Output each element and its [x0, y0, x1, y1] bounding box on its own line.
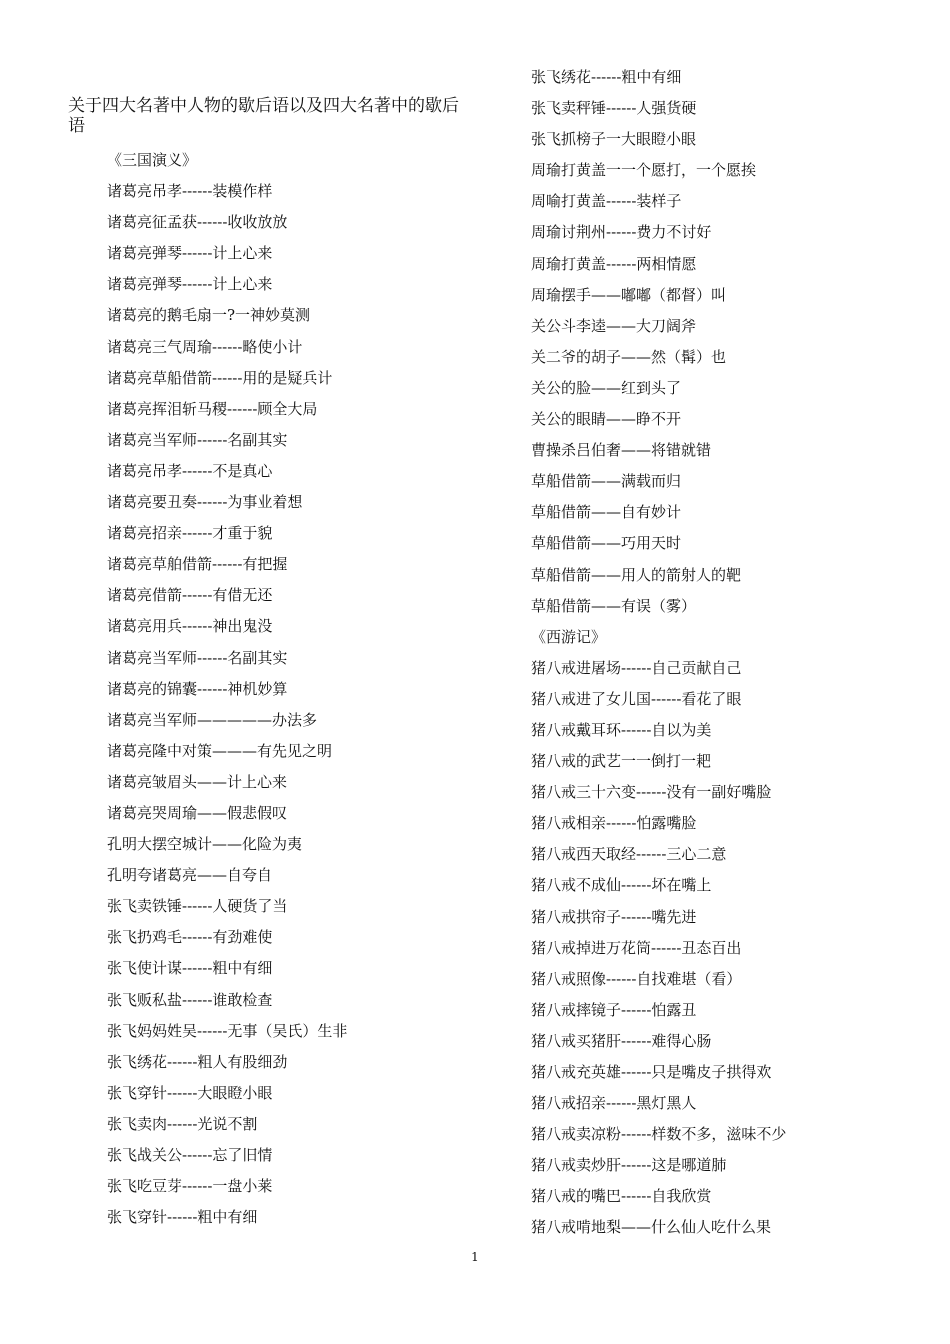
proverb-line: 诸葛亮三气周瑜------略使小计	[107, 337, 303, 356]
proverb-line: 猪八戒拱帘子------嘴先进	[531, 907, 697, 926]
section-heading: 《三国演义》	[107, 151, 198, 169]
proverb-line: 诸葛亮吊孝------装模作样	[107, 182, 273, 201]
proverb-line: 孔明夸诸葛亮——自夸自	[107, 866, 273, 885]
proverb-line: 诸葛亮草船借箭------用的是疑兵计	[107, 368, 333, 387]
proverb-line: 草船借箭——巧用天时	[531, 534, 682, 553]
proverb-line: 猪八戒进屠场------自己贡献自己	[531, 658, 742, 677]
proverb-line: 诸葛亮要丑奏------为事业着想	[107, 493, 303, 512]
proverb-line: 猪八戒卖凉粉------样数不多，滋味不少	[531, 1125, 787, 1144]
proverb-line: 张飞卖肉------光说不割	[107, 1114, 258, 1133]
proverb-line: 张飞扔鸡毛------有劲难使	[107, 928, 273, 947]
proverb-line: 张飞妈妈姓吴------无事（吴氏）生非	[107, 1021, 348, 1040]
proverb-line: 猪八戒招亲------黑灯黑人	[531, 1094, 697, 1113]
proverb-line: 猪八戒不成仙------坏在嘴上	[531, 876, 712, 895]
proverb-line: 诸葛亮当军师------名副其实	[107, 648, 288, 667]
proverb-line: 张飞使计谋------粗中有细	[107, 959, 273, 978]
proverb-line: 张飞穿针------大眼瞪小眼	[107, 1083, 273, 1102]
left-column	[107, 150, 507, 1238]
proverb-line: 诸葛亮征孟获------收收放放	[107, 213, 288, 232]
proverb-line: 诸葛亮的锦囊------神机妙算	[107, 679, 288, 698]
proverb-line: 猪八戒卖炒肝------这是哪道肺	[531, 1156, 727, 1175]
proverb-line: 周喻打黄盖------装样子	[531, 192, 682, 211]
proverb-line: 孔明大摆空城计——化险为夷	[107, 835, 303, 854]
proverb-line: 张飞战关公------忘了旧情	[107, 1146, 273, 1164]
proverb-line: 周瑜讨荆州------费力不讨好	[531, 223, 712, 242]
proverb-line: 诸葛亮皱眉头——计上心来	[107, 772, 288, 791]
proverb-line: 猪八戒摔镜子------怕露丑	[531, 1000, 697, 1019]
proverb-line: 猪八戒西天取经------三心二意	[531, 845, 727, 864]
proverb-line: 关公斗李逵——大刀阔斧	[531, 316, 697, 335]
proverb-line: 张飞吃豆芽------一盘小莱	[107, 1177, 273, 1196]
proverb-line: 草船借箭——满载而归	[531, 472, 682, 491]
proverb-line: 诸葛亮用兵------神出鬼没	[107, 617, 273, 636]
proverb-line: 诸葛亮哭周瑜——假悲假叹	[107, 803, 288, 822]
proverb-line: 猪八戒的武艺一一倒打一耙	[531, 752, 712, 771]
proverb-line: 诸葛亮当军师------名副其实	[107, 430, 288, 449]
proverb-line: 张飞贩私盐------谁敢检查	[107, 990, 273, 1009]
proverb-line: 诸葛亮隆中对策———有先见之明	[107, 741, 333, 760]
document-title: 关于四大名著中人物的歇后语以及四大名著中的歇后语	[68, 96, 459, 136]
proverb-line: 诸葛亮借箭------有借无还	[107, 586, 273, 605]
proverb-line: 关公的眼睛——睁不开	[531, 410, 682, 429]
proverb-line: 猪八戒充英雄------只是嘴皮子拱得欢	[531, 1063, 772, 1081]
proverb-line: 诸葛亮当军师—————办法多	[107, 710, 318, 729]
proverb-line: 张飞抓榜子一大眼瞪小眼	[531, 130, 697, 149]
proverb-line: 周瑜打黄盖------两相情愿	[531, 254, 697, 273]
proverb-line: 草船借箭——自有妙计	[531, 503, 682, 522]
proverb-line: 张飞绣花------粗人有股细劲	[107, 1052, 288, 1071]
proverb-line: 张飞穿针------粗中有细	[107, 1208, 258, 1227]
proverb-line: 诸葛亮吊孝------不是真心	[107, 461, 273, 480]
proverb-line: 猪八戒相亲------怕露嘴脸	[531, 814, 697, 833]
proverb-line: 诸葛亮挥泪斩马稷------顾全大局	[107, 399, 318, 418]
proverb-line: 草船借箭——有误（雾）	[531, 596, 697, 615]
section-heading: 《西游记》	[531, 627, 607, 646]
proverb-line: 曹操杀吕伯奢——将错就错	[531, 441, 712, 460]
proverb-line: 张飞绣花------粗中有细	[531, 68, 682, 86]
right-column	[531, 67, 931, 1249]
proverb-line: 猪八戒啃地梨——什么仙人吃什么果	[531, 1218, 772, 1237]
proverb-line: 猪八戒的嘴巴------自我欣赏	[531, 1187, 712, 1206]
proverb-line: 猪八戒进了女儿国------看花了眼	[531, 689, 742, 708]
proverb-line: 猪八戒三十六变------没有一副好嘴脸	[531, 783, 772, 802]
proverb-line: 诸葛亮草舶借箭------有把握	[107, 555, 288, 574]
proverb-line: 猪八戒掉进万花筒------丑态百出	[531, 938, 742, 957]
proverb-line: 草船借箭——用人的箭射人的靶	[531, 565, 742, 584]
proverb-line: 张飞卖秤锤------人强货硬	[531, 99, 697, 118]
proverb-line: 诸葛亮弹琴------计上心来	[107, 275, 273, 294]
proverb-line: 周瑜摆手——嘟嘟（都督）叫	[531, 285, 727, 304]
proverb-line: 诸葛亮的鹅毛扇一?一神妙莫测	[107, 306, 311, 325]
proverb-line: 关二爷的胡子——然（髯）也	[531, 347, 727, 366]
proverb-line: 诸葛亮弹琴------计上心来	[107, 244, 273, 263]
proverb-line: 猪八戒戴耳环------自以为美	[531, 720, 712, 739]
proverb-line: 张飞卖铁锤------人硬货了当	[107, 897, 288, 916]
page-number: 1	[471, 1250, 479, 1264]
proverb-line: 诸葛亮招亲------才重于貌	[107, 524, 273, 543]
proverb-line: 猪八戒买猪肝------难得心肠	[531, 1031, 712, 1050]
proverb-line: 关公的脸——红到头了	[531, 378, 682, 397]
proverb-line: 猪八戒照像------自找难堪（看）	[531, 969, 742, 988]
proverb-line: 周瑜打黄盖一一个愿打，一个愿挨	[531, 161, 757, 180]
